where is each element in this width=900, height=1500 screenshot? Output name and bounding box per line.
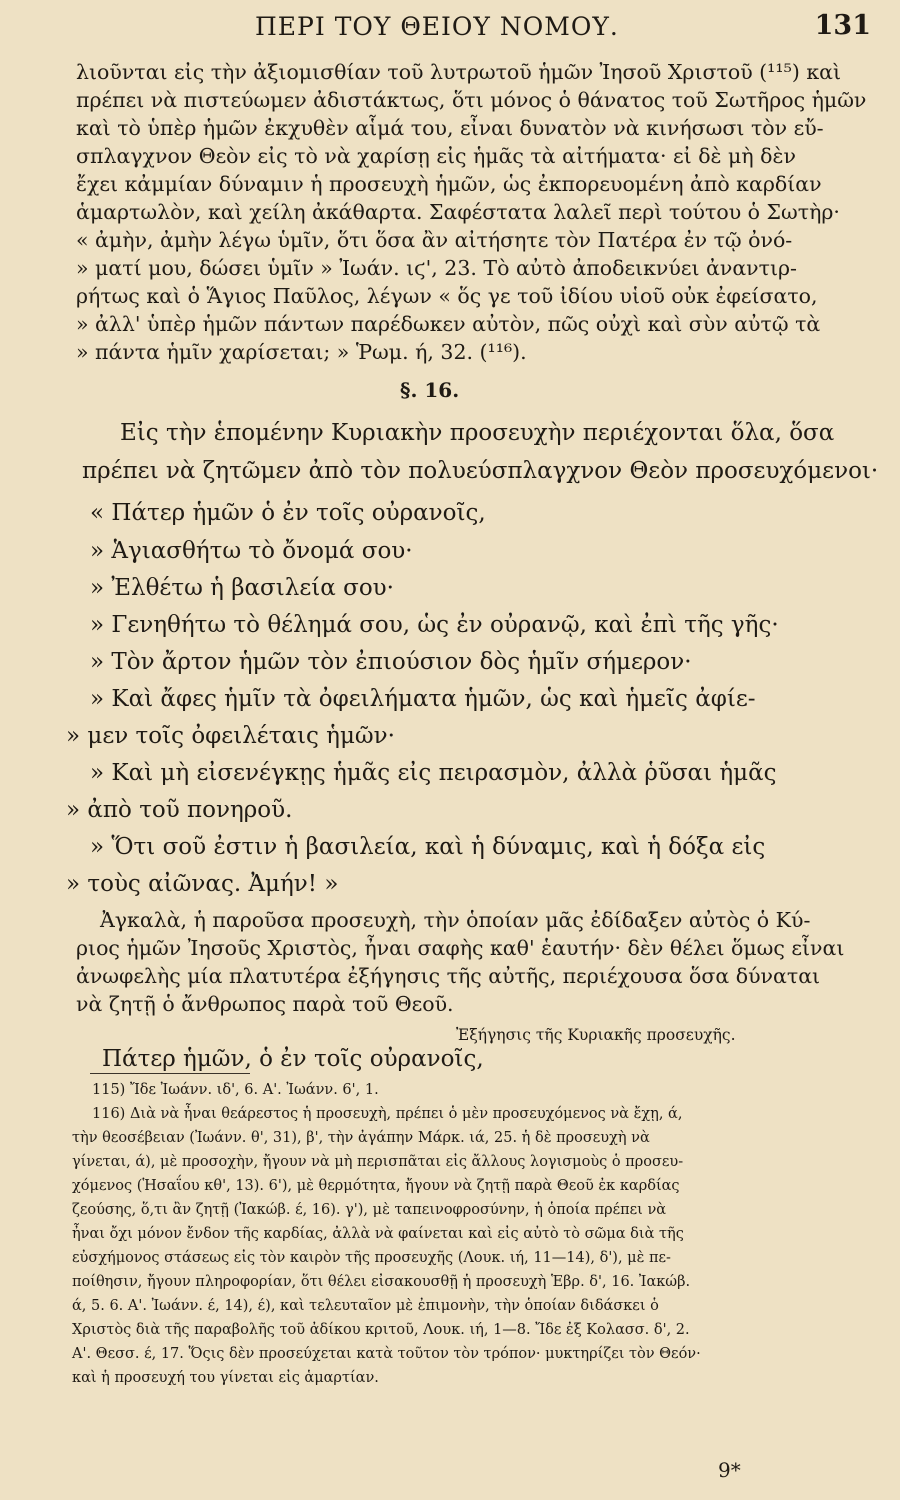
prayer-line: » Ἁγιασθήτω τὸ ὄνομά σου·	[90, 538, 413, 564]
closing-line: ριος ἡμῶν Ἰησοῦς Χριστὸς, ἦναι σαφὴς καθ' ἑαυτήν· δὲν θέλει ὅμως εἶναι	[76, 936, 845, 960]
closing-line: νὰ ζητῇ ὁ ἄνθρωπος παρὰ τοῦ Θεοῦ.	[76, 992, 454, 1016]
prayer-line: » Καὶ ἄφες ἡμῖν τὰ ὀφειλήματα ἡμῶν, ὡς καὶ ἡμεῖς ἀφίε-	[90, 686, 756, 712]
lord-prayer-opening: Πάτερ ἡμῶν, ὁ ἐν τοῖς οὐρανοῖς,	[102, 1046, 484, 1072]
closing-line: ἀνωφελὴς μία πλατυτέρα ἐξήγησις τῆς αὐτῆς, περιέχουσα ὅσα δύναται	[76, 964, 821, 988]
body-line: » πάντα ἡμῖν χαρίσεται; » Ῥωμ. ή, 32. (¹¹⁶).	[76, 340, 527, 364]
running-header	[255, 10, 875, 50]
prayer-line: » τοὺς αἰῶνας. Ἀμήν! »	[66, 871, 339, 897]
footnote-line: γίνεται, ά), μὲ προσοχὴν, ἤγουν νὰ μὴ περισπᾶται εἰς ἄλλους λογισμοὺς ὁ προσευ-	[72, 1154, 684, 1170]
prayer-line: » Ὅτι σοῦ ἐστιν ἡ βασιλεία, καὶ ἡ δύναμις, καὶ ἡ δόξα εἰς	[90, 834, 766, 860]
footnote-line: 115) Ἴδε Ἰωάνν. ιδ', 6. Α'. Ἰωάνν. 6', 1.	[92, 1082, 379, 1098]
footnote-line: ἦναι ὄχι μόνον ἔνδον τῆς καρδίας, ἀλλὰ νὰ φαίνεται καὶ εἰς αὐτὸ τὸ σῶμα διὰ τῆς	[72, 1226, 684, 1242]
footnote-line: ζεούσης, ὅ,τι ἂν ζητῇ (Ἰακώβ. έ, 16). γ'), μὲ ταπεινοφροσύνην, ἡ ὁποία πρέπει νὰ	[72, 1202, 667, 1218]
body-line: σπλαγχνον Θεὸν εἰς τὸ νὰ χαρίσῃ εἰς ἡμᾶς τὰ αἰτήματα· εἰ δὲ μὴ δὲν	[76, 144, 796, 168]
body-line: πρέπει νὰ πιστεύωμεν ἀδιστάκτως, ὅτι μόνος ὁ θάνατος τοῦ Σωτῆρος ἡμῶν	[76, 88, 867, 112]
body-line: » ἀλλ' ὑπὲρ ἡμῶν πάντων παρέδωκεν αὐτὸν, πῶς οὐχὶ καὶ σὺν αὐτῷ τὰ	[76, 312, 821, 336]
footnote-line: Α'. Θεσσ. έ, 17. Ὅςις δὲν προσεύχεται κατὰ τοῦτον τὸν τρόπον· μυκτηρίζει τὸν Θεόν·	[72, 1346, 701, 1362]
intro-line: πρέπει νὰ ζητῶμεν ἀπὸ τὸν πολυεύσπλαγχνον Θεὸν προσευχόμενοι·	[82, 458, 879, 484]
body-line: « ἀμὴν, ἀμὴν λέγω ὑμῖν, ὅτι ὅσα ἂν αἰτήσητε τὸν Πατέρα ἐν τῷ ὀνό-	[76, 228, 793, 252]
footnote-line: 116) Διὰ νὰ ἦναι θεάρεστος ἡ προσευχὴ, πρέπει ὁ μὲν προσευχόμενος νὰ ἔχῃ, ά,	[92, 1106, 683, 1122]
footnote-line: Χριστὸς διὰ τῆς παραβολῆς τοῦ ἀδίκου κριτοῦ, Λουκ. ιή, 1—8. Ἴδε ἐξ Κολασσ. δ', 2.	[72, 1322, 690, 1338]
running-title: ΠΕΡΙ ΤΟΥ ΘΕΙΟΥ ΝΟΜΟΥ.	[255, 12, 619, 41]
footnote-line: ά, 5. 6. Α'. Ἰωάνν. έ, 14), έ), καὶ τελευταῖον μὲ ἐπιμονὴν, τὴν ὁποίαν διδάσκει ὁ	[72, 1298, 659, 1314]
intro-line: Εἰς τὴν ἑπομένην Κυριακὴν προσευχὴν περιέχονται ὅλα, ὅσα	[120, 420, 835, 446]
prayer-line: » Γενηθήτω τὸ θέλημά σου, ὡς ἐν οὐρανῷ, καὶ ἐπὶ τῆς γῆς·	[90, 612, 779, 638]
footnote-line: καὶ ἡ προσευχή του γίνεται εἰς ἁμαρτίαν.	[72, 1370, 379, 1386]
closing-line: Ἀγκαλὰ, ἡ παροῦσα προσευχὴ, τὴν ὁποίαν μᾶς ἐδίδαξεν αὐτὸς ὁ Κύ-	[100, 908, 811, 932]
body-line: ρήτως καὶ ὁ Ἅγιος Παῦλος, λέγων « ὅς γε τοῦ ἰδίου υἱοῦ οὐκ ἐφείσατο,	[76, 284, 818, 308]
body-line: καὶ τὸ ὑπὲρ ἡμῶν ἐκχυθὲν αἷμά του, εἶναι δυνατὸν νὰ κινήσωσι τὸν εὔ-	[76, 116, 824, 140]
footnote-line: τὴν θεοσέβειαν (Ἰωάνν. θ', 31), β', τὴν ἀγάπην Μάρκ. ιά, 25. ἡ δὲ προσευχὴ νὰ	[72, 1130, 650, 1146]
body-line: ἔχει κἀμμίαν δύναμιν ἡ προσευχὴ ἡμῶν, ὡς ἐκπορευομένη ἀπὸ καρδίαν	[76, 172, 822, 196]
section-mark: §. 16.	[400, 378, 460, 402]
prayer-line: » ἀπὸ τοῦ πονηροῦ.	[66, 797, 293, 823]
body-line: ἁμαρτωλὸν, καὶ χείλη ἀκάθαρτα. Σαφέστατα λαλεῖ περὶ τούτου ὁ Σωτὴρ·	[76, 200, 840, 224]
footnote-rule	[90, 1073, 250, 1074]
prayer-line: » μεν τοῖς ὀφειλέταις ἡμῶν·	[66, 723, 395, 749]
body-line: » ματί μου, δώσει ὑμῖν » Ἰωάν. ιϛ', 23. Τὸ αὐτὸ ἀποδεικνύει ἀναντιρ-	[76, 256, 797, 280]
footnote-line: χόμενος (Ἡσαΐου κθ', 13). 6'), μὲ θερμότητα, ἤγουν νὰ ζητῇ παρὰ Θεοῦ ἐκ καρδίας	[72, 1178, 680, 1194]
footnote-line: εὐσχήμονος στάσεως εἰς τὸν καιρὸν τῆς προσευχῆς (Λουκ. ιή, 11—14), δ'), μὲ πε-	[72, 1250, 671, 1266]
page-number: 131	[814, 10, 871, 41]
prayer-line: « Πάτερ ἡμῶν ὁ ἐν τοῖς οὐρανοῖς,	[90, 500, 486, 526]
prayer-line: » Ἐλθέτω ἡ βασιλεία σου·	[90, 575, 394, 601]
prayer-line: » Καὶ μὴ εἰσενέγκῃς ἡμᾶς εἰς πειρασμὸν, ἀλλὰ ῥῦσαι ἡμᾶς	[90, 760, 777, 786]
footnote-line: ποίθησιν, ἤγουν πληροφορίαν, ὅτι θέλει εἰσακουσθῇ ἡ προσευχὴ Ἑβρ. δ', 16. Ἰακώβ.	[72, 1274, 691, 1290]
body-line: λιοῦνται εἰς τὴν ἀξιομισθίαν τοῦ λυτρωτοῦ ἡμῶν Ἰησοῦ Χριστοῦ (¹¹⁵) καὶ	[76, 60, 842, 84]
prayer-line: » Τὸν ἄρτον ἡμῶν τὸν ἐπιούσιον δὸς ἡμῖν σήμερον·	[90, 649, 692, 675]
subheading: Ἐξήγησις τῆς Κυριακῆς προσευχῆς.	[456, 1026, 736, 1044]
signature-mark: 9*	[718, 1458, 741, 1482]
